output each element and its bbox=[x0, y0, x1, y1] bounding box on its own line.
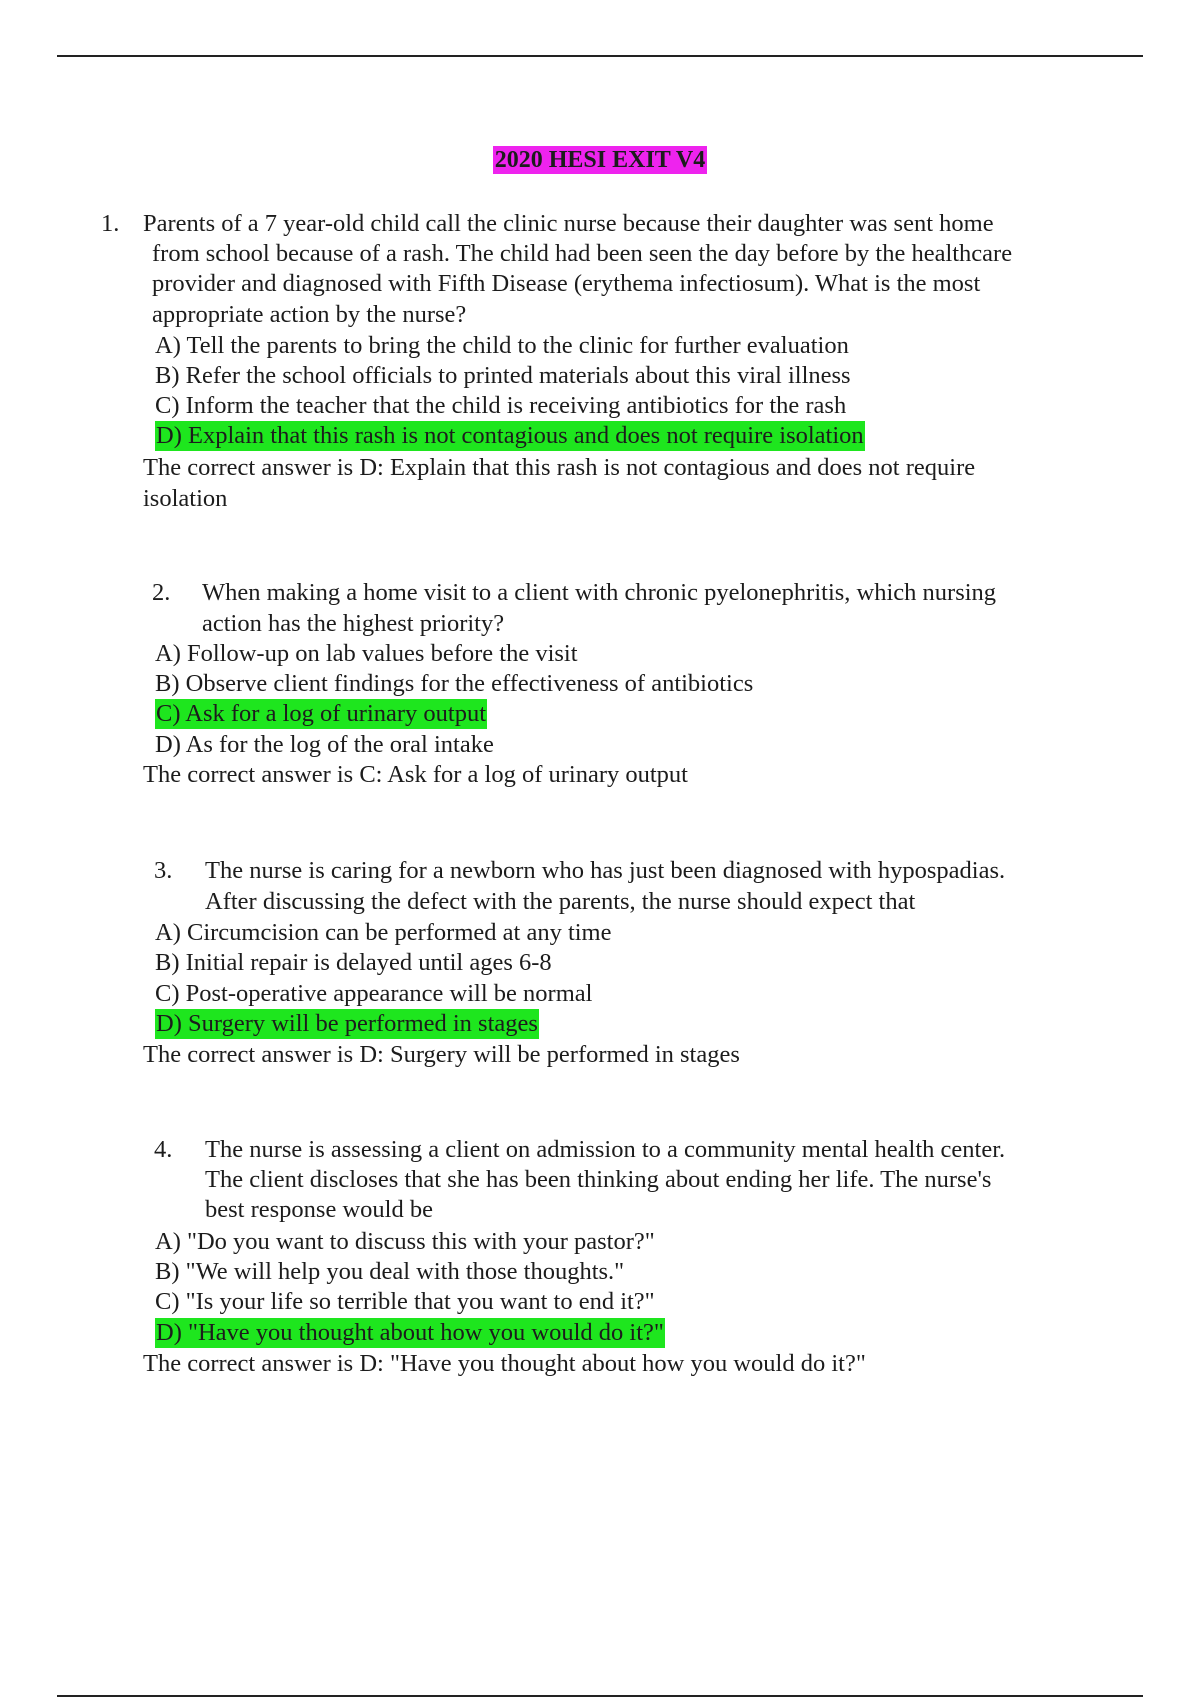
option-a: A) "Do you want to discuss this with your pastor?" bbox=[155, 1228, 655, 1255]
option-d-correct: D) Explain that this rash is not contagious and does not require isolation bbox=[156, 422, 864, 449]
answer-line: The correct answer is D: Surgery will be performed in stages bbox=[143, 1041, 740, 1068]
question-number: 4. bbox=[154, 1136, 173, 1163]
option-d-correct: D) Surgery will be performed in stages bbox=[156, 1010, 538, 1037]
option-c-correct: C) Ask for a log of urinary output bbox=[156, 700, 487, 727]
option-c: C) Post-operative appearance will be normal bbox=[155, 980, 593, 1007]
question-stem-line: action has the highest priority? bbox=[202, 610, 505, 637]
option-b: B) Observe client findings for the effectiveness of antibiotics bbox=[155, 670, 754, 697]
option-d: D) As for the log of the oral intake bbox=[155, 731, 494, 758]
question-stem-line: provider and diagnosed with Fifth Disease (erythema infectiosum). What is the most bbox=[152, 270, 981, 297]
option-c: C) Inform the teacher that the child is receiving antibiotics for the rash bbox=[155, 392, 847, 419]
question-number: 2. bbox=[152, 579, 171, 606]
option-b: B) "We will help you deal with those thoughts." bbox=[155, 1258, 625, 1285]
question-stem-line: from school because of a rash. The child had been seen the day before by the healthcare bbox=[152, 240, 1013, 267]
option-c: C) "Is your life so terrible that you want to end it?" bbox=[155, 1288, 655, 1315]
question-stem-line: The nurse is assessing a client on admission to a community mental health center. bbox=[205, 1136, 1006, 1163]
question-stem-line: best response would be bbox=[205, 1196, 433, 1223]
document-title: 2020 HESI EXIT V4 bbox=[494, 147, 706, 173]
footer-rule bbox=[57, 1695, 1143, 1697]
answer-line: The correct answer is D: "Have you thought about how you would do it?" bbox=[143, 1350, 866, 1377]
question-stem-line: When making a home visit to a client with chronic pyelonephritis, which nursing bbox=[202, 579, 997, 606]
question-number: 1. bbox=[101, 210, 120, 237]
question-stem-line: After discussing the defect with the parents, the nurse should expect that bbox=[205, 888, 916, 915]
question-stem-line: The client discloses that she has been thinking about ending her life. The nurse's bbox=[205, 1166, 992, 1193]
question-stem-line: Parents of a 7 year-old child call the clinic nurse because their daughter was sent home bbox=[143, 210, 994, 237]
option-d-correct: D) "Have you thought about how you would do it?" bbox=[156, 1319, 664, 1346]
option-a: A) Follow-up on lab values before the visit bbox=[155, 640, 578, 667]
answer-line: The correct answer is D: Explain that this rash is not contagious and does not require bbox=[143, 454, 976, 481]
question-stem-line: The nurse is caring for a newborn who has just been diagnosed with hypospadias. bbox=[205, 857, 1006, 884]
answer-line: isolation bbox=[143, 485, 228, 512]
title-container bbox=[0, 146, 1200, 174]
option-b: B) Refer the school officials to printed materials about this viral illness bbox=[155, 362, 851, 389]
question-number: 3. bbox=[154, 857, 173, 884]
answer-line: The correct answer is C: Ask for a log of urinary output bbox=[143, 761, 688, 788]
question-stem-line: appropriate action by the nurse? bbox=[152, 301, 467, 328]
option-a: A) Circumcision can be performed at any time bbox=[155, 919, 612, 946]
header-rule bbox=[57, 55, 1143, 57]
option-b: B) Initial repair is delayed until ages 6-8 bbox=[155, 949, 552, 976]
option-a: A) Tell the parents to bring the child to the clinic for further evaluation bbox=[155, 332, 849, 359]
